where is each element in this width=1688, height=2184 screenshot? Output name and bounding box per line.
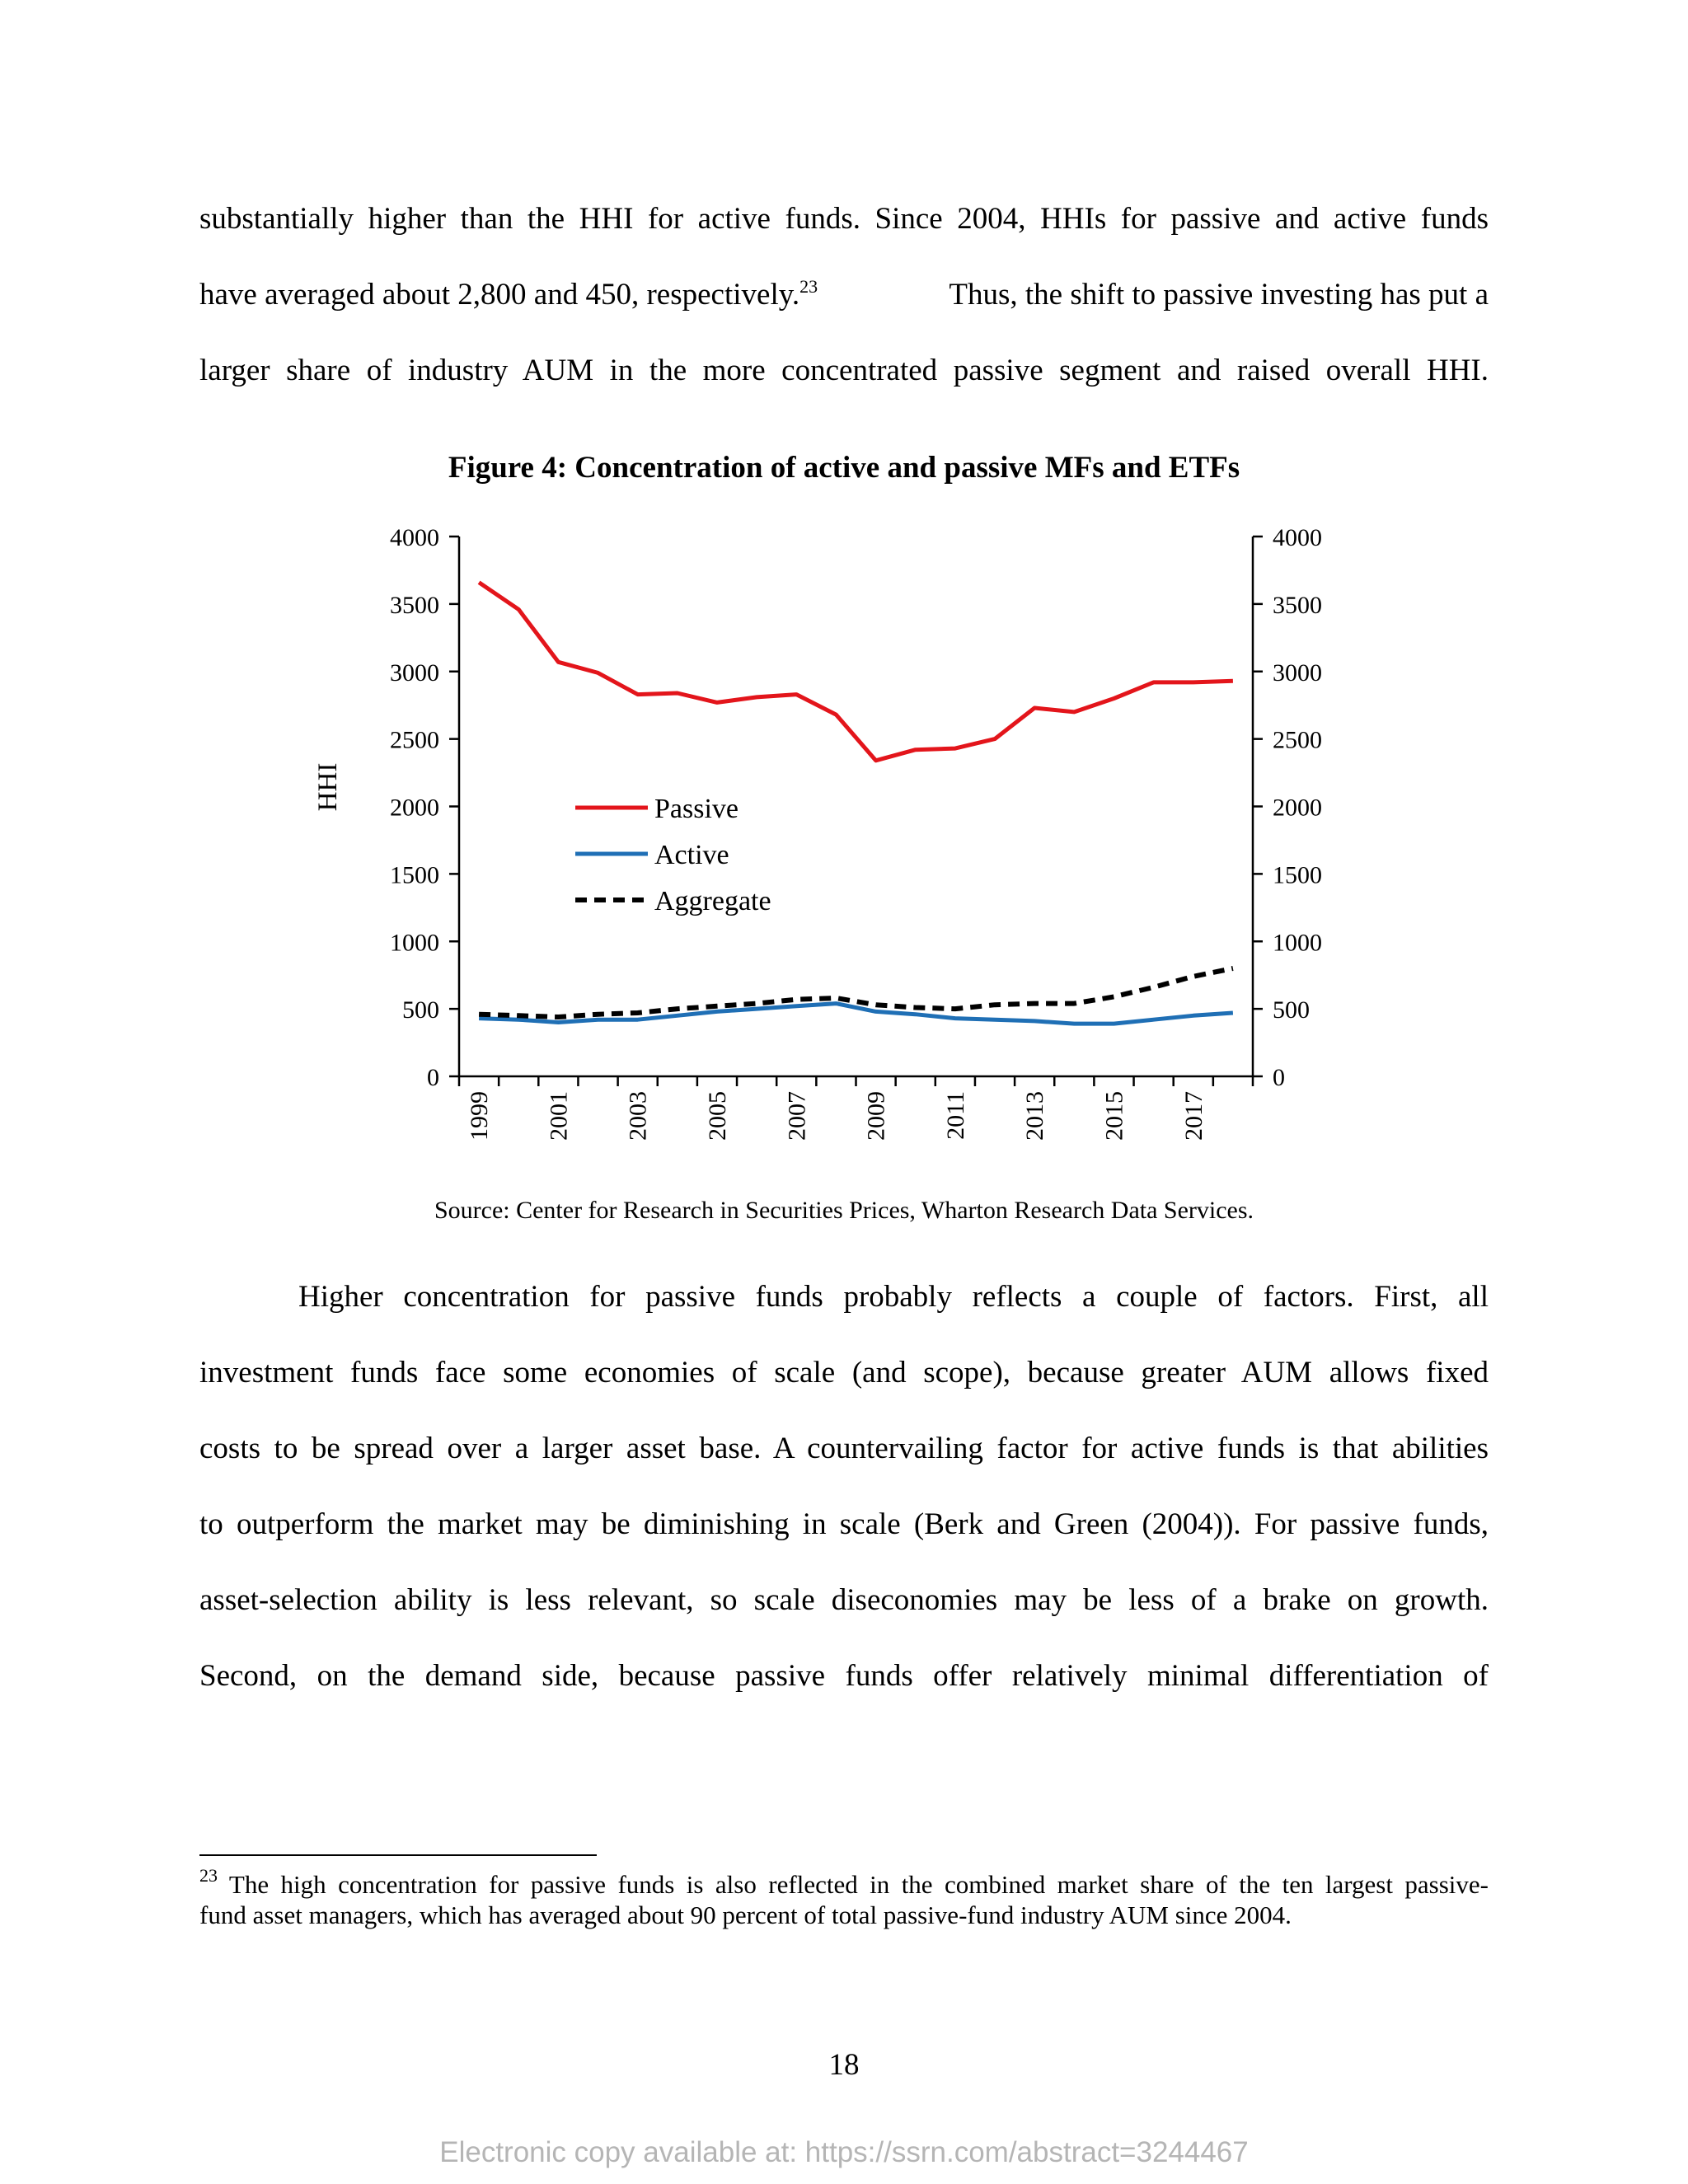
figure-title: Figure 4: Concentration of active and passive MFs and ETFs [448, 451, 1240, 485]
y-tick-label-right: 0 [1273, 1064, 1285, 1091]
footnote-line [199, 1865, 1489, 1900]
y-tick-label: 1000 [390, 929, 439, 957]
series-line-active [479, 1004, 1233, 1024]
footnote [199, 1865, 1489, 1930]
x-tick-label: 2013 [1021, 1091, 1049, 1141]
series-line-aggregate [479, 968, 1233, 1017]
top-paragraph [199, 186, 1489, 414]
legend-label-aggregate: Aggregate [654, 886, 771, 916]
ssrn-watermark[interactable]: Electronic copy available at: https://ssrn.com/abstract=3244467 [439, 2136, 1249, 2168]
x-tick-label: 1999 [466, 1091, 494, 1141]
x-tick-label: 2017 [1179, 1091, 1207, 1141]
body-paragraph [199, 1264, 1489, 1719]
series-line-passive [479, 583, 1233, 761]
page-number: 18 [828, 2048, 860, 2082]
x-tick-label: 2001 [545, 1091, 573, 1141]
chart-series [479, 583, 1233, 1024]
x-tick-label: 2011 [941, 1091, 969, 1140]
x-tick-label: 2009 [862, 1091, 890, 1141]
x-tick-label: 2015 [1100, 1091, 1128, 1141]
chart-legend [575, 794, 771, 916]
paragraph-line: to outperform the market may be diminishing in scale (Berk and Green (2004)). For passive funds, [199, 1507, 1489, 1541]
y-tick-label: 0 [427, 1064, 439, 1091]
paragraph-text: have averaged about 2,800 and 450, respectively. [199, 278, 800, 312]
footnote-line: fund asset managers, which has averaged about 90 percent of total passive-fund industry AUM since 2004. [199, 1900, 1292, 1929]
y-tick-label: 3500 [390, 591, 439, 619]
chart-axes [390, 524, 1322, 1141]
y-tick-label: 2500 [390, 726, 439, 754]
y-tick-label: 4000 [390, 524, 439, 551]
paragraph-line: investment funds face some economies of scale (and scope), because greater AUM allows fixed [199, 1356, 1489, 1390]
footnote-number: 23 [199, 1865, 218, 1886]
y-tick-label-right: 3500 [1273, 591, 1322, 619]
y-tick-label-right: 2000 [1273, 794, 1322, 822]
y-tick-label-right: 3000 [1273, 658, 1322, 687]
footnote-ref[interactable]: 23 [799, 276, 818, 297]
y-tick-label-right: 4000 [1273, 524, 1322, 551]
y-tick-label: 3000 [390, 658, 439, 687]
y-tick-label: 1500 [390, 861, 439, 889]
paragraph-line: Higher concentration for passive funds probably reflects a couple of factors. First, all [298, 1280, 1489, 1314]
paragraph-text: Thus, the shift to passive investing has put a [949, 278, 1489, 312]
footnote-separator [199, 1854, 597, 1856]
y-tick-label-right: 1000 [1273, 929, 1322, 957]
x-tick-label: 2003 [624, 1091, 652, 1141]
legend-label-active: Active [654, 840, 729, 870]
y-tick-label: 2000 [390, 794, 439, 822]
y-tick-label: 500 [402, 996, 439, 1024]
y-tick-label-right: 2500 [1273, 726, 1322, 754]
paragraph-line: substantially higher than the HHI for active funds. Since 2004, HHIs for passive and active funds [199, 202, 1489, 236]
paragraph-line: costs to be spread over a larger asset base. A countervailing factor for active funds is that abilities [199, 1432, 1489, 1465]
footnote-text: The high concentration for passive funds is also reflected in the combined market share of the ten largest passive- [228, 1870, 1489, 1899]
paragraph-line: Second, on the demand side, because passive funds offer relatively minimal differentiation of [199, 1659, 1489, 1693]
figure-source: Source: Center for Research in Securities Prices, Wharton Research Data Services. [434, 1197, 1254, 1224]
paragraph-line: asset-selection ability is less relevant, so scale diseconomies may be less of a brake on growth. [199, 1583, 1489, 1617]
x-tick-label: 2007 [783, 1091, 811, 1141]
paragraph-line [199, 262, 1489, 338]
legend-label-passive: Passive [654, 794, 738, 824]
hhi-line-chart [0, 511, 1688, 1162]
y-axis-label: HHI [313, 762, 343, 812]
y-tick-label-right: 1500 [1273, 861, 1322, 889]
y-tick-label-right: 500 [1273, 996, 1310, 1024]
paragraph-line: larger share of industry AUM in the more concentrated passive segment and raised overall HHI. [199, 354, 1489, 387]
x-tick-label: 2005 [703, 1091, 731, 1141]
